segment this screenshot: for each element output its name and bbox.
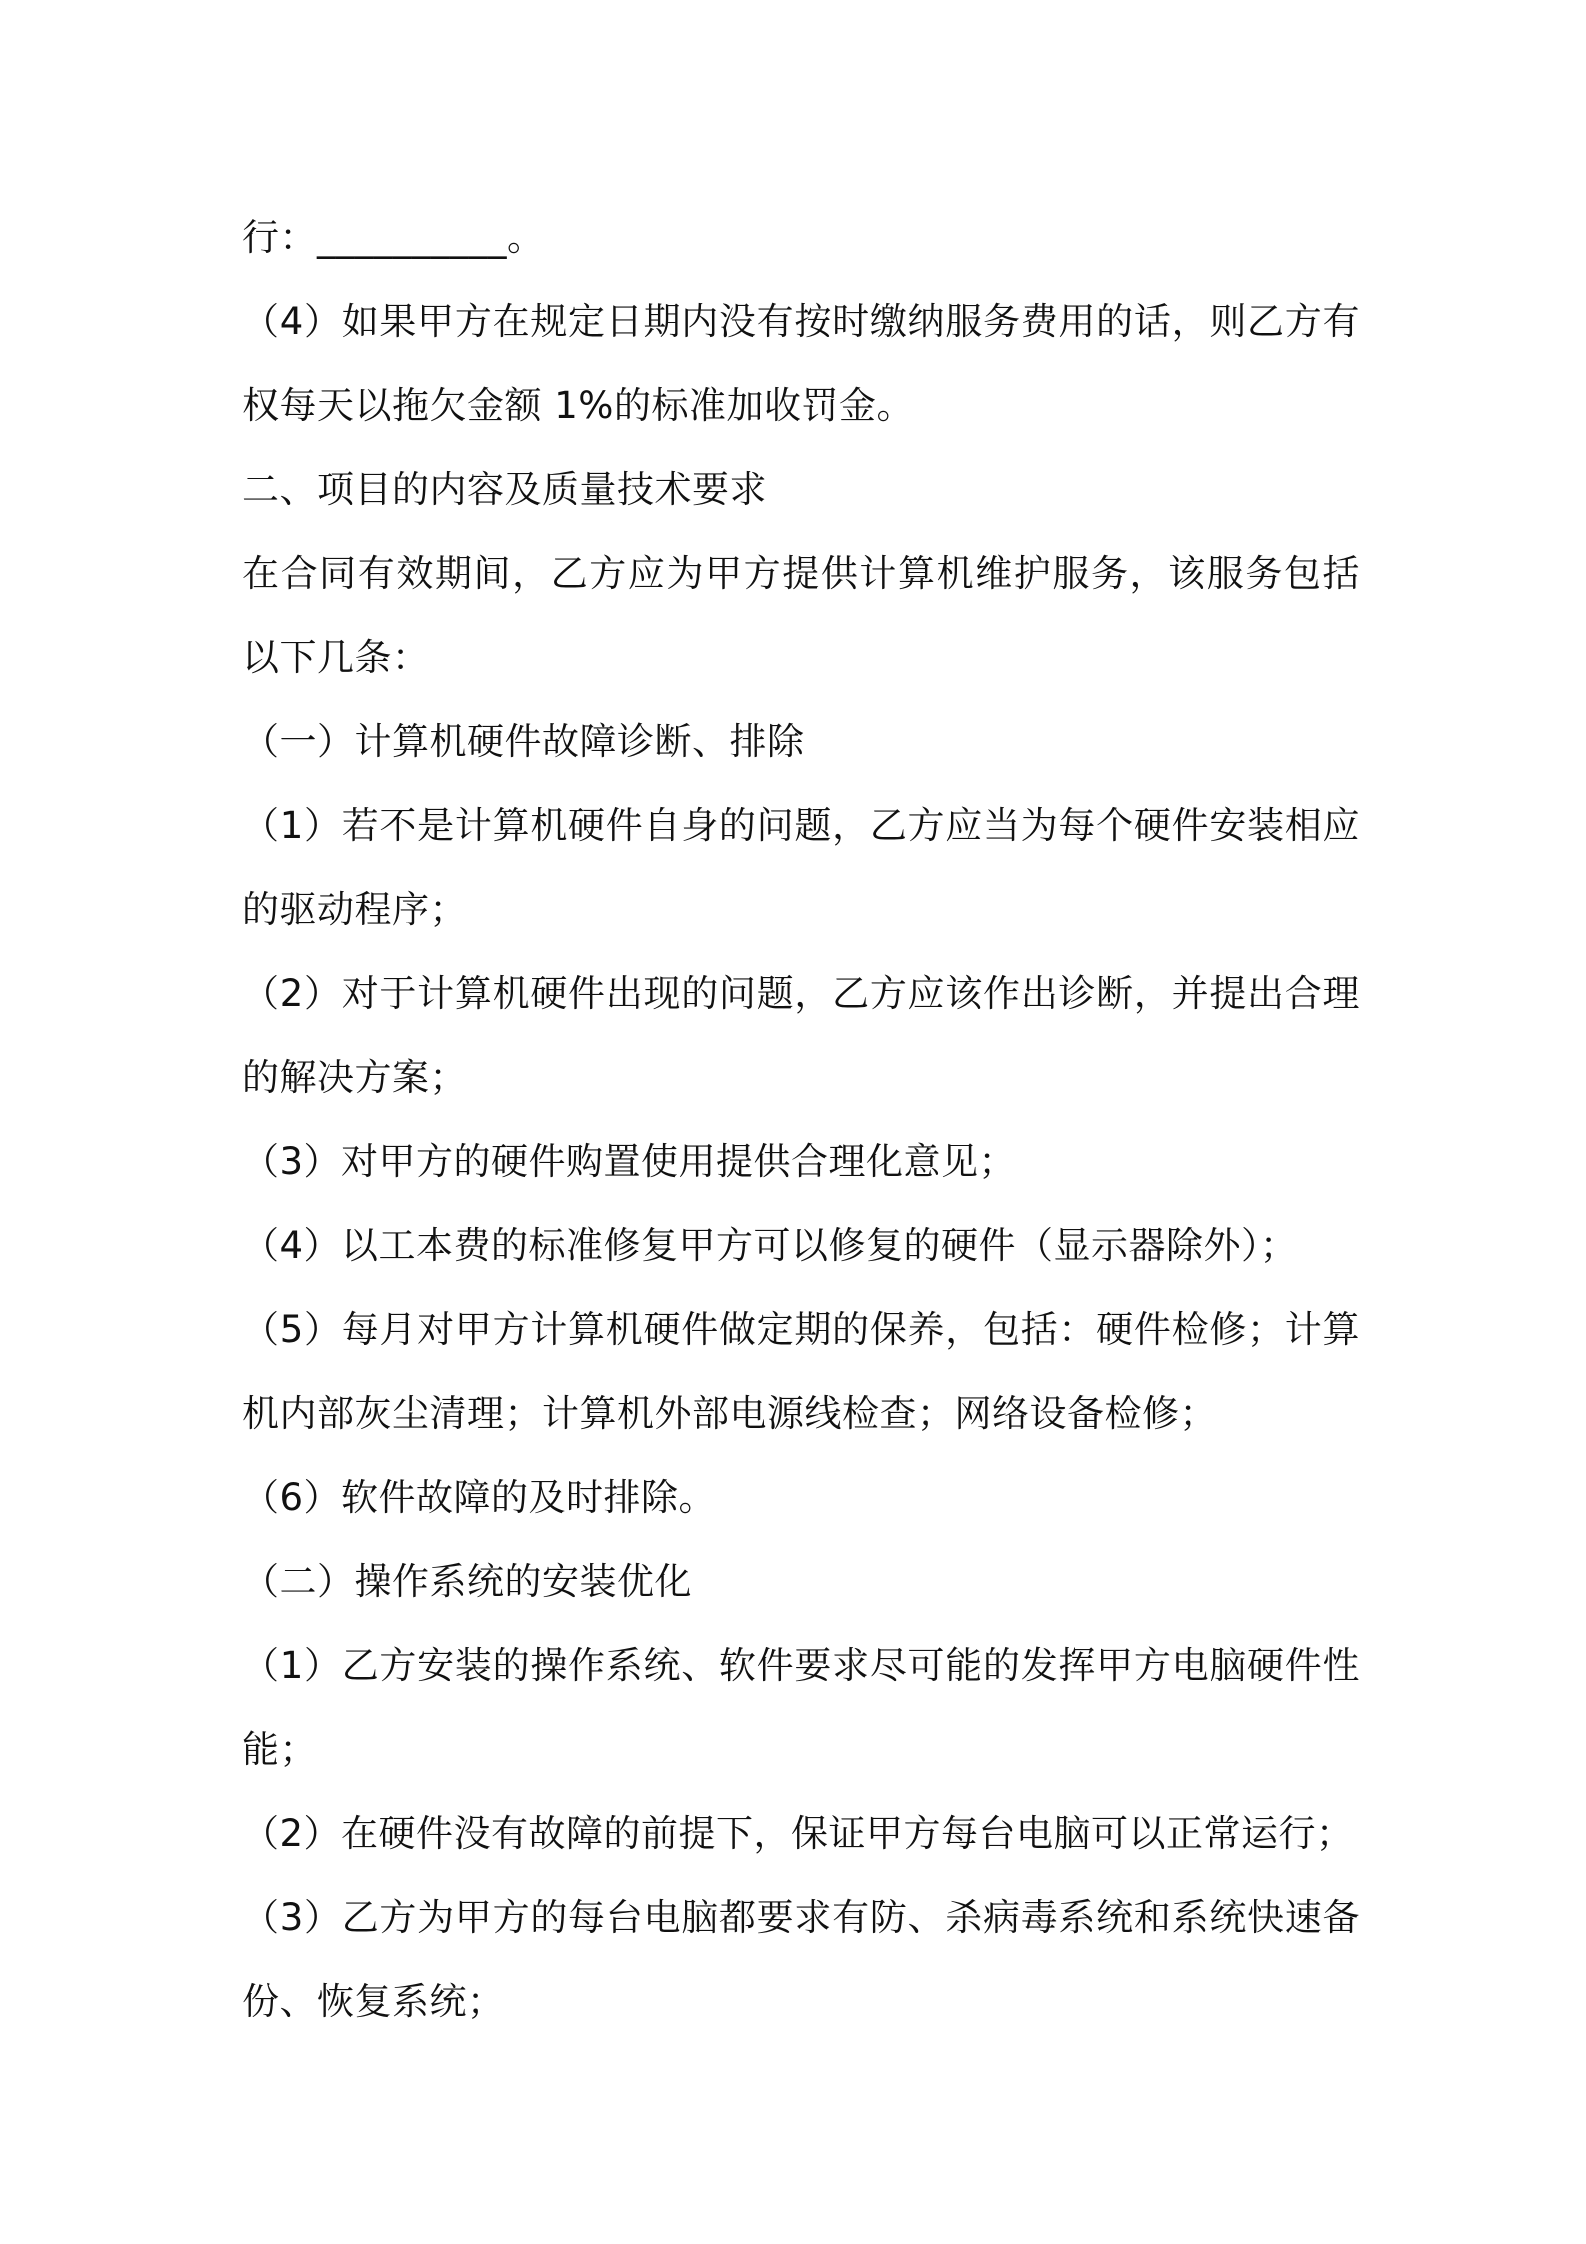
section-heading-project-content: 二、项目的内容及质量技术要求 (242, 468, 767, 511)
list-item-hardware-4: （4）以工本费的标准修复甲方可以修复的硬件（显示器除外）； (242, 1224, 1298, 1267)
paragraph-late-fee: （4）如果甲方在规定日期内没有按时缴纳服务费用的话，则乙方有权每天以拖欠金额 1%的标准加收罚金。 (242, 300, 1360, 427)
list-item-hardware-1: （1）若不是计算机硬件自身的问题，乙方应当为每个硬件安装相应的驱动程序； (242, 804, 1360, 931)
list-item-hardware-5: （5）每月对甲方计算机硬件做定期的保养，包括：硬件检修；计算机内部灰尘清理；计算机外部电源线检查；网络设备检修； (242, 1308, 1360, 1435)
list-item-hardware-6: （6）软件故障的及时排除。 (242, 1476, 717, 1519)
list-item-os-1: （1）乙方安装的操作系统、软件要求尽可能的发挥甲方电脑硬件性能； (242, 1644, 1360, 1771)
list-item-hardware-3: （3）对甲方的硬件购置使用提供合理化意见； (242, 1140, 1017, 1183)
subheading-os-install: （二）操作系统的安装优化 (242, 1560, 692, 1603)
paragraph-service-intro: 在合同有效期间，乙方应为甲方提供计算机维护服务，该服务包括以下几条： (242, 552, 1360, 679)
list-item-hardware-2: （2）对于计算机硬件出现的问题，乙方应该作出诊断，并提出合理的解决方案； (242, 972, 1360, 1099)
list-item-os-3: （3）乙方为甲方的每台电脑都要求有防、杀病毒系统和系统快速备份、恢复系统； (242, 1896, 1360, 2023)
subheading-hardware-diagnosis: （一）计算机硬件故障诊断、排除 (242, 720, 805, 763)
document-body (242, 196, 1360, 2044)
list-item-os-2: （2）在硬件没有故障的前提下，保证甲方每台电脑可以正常运行； (242, 1812, 1354, 1855)
paragraph-fee-blank: 行：__________。 (242, 216, 545, 259)
